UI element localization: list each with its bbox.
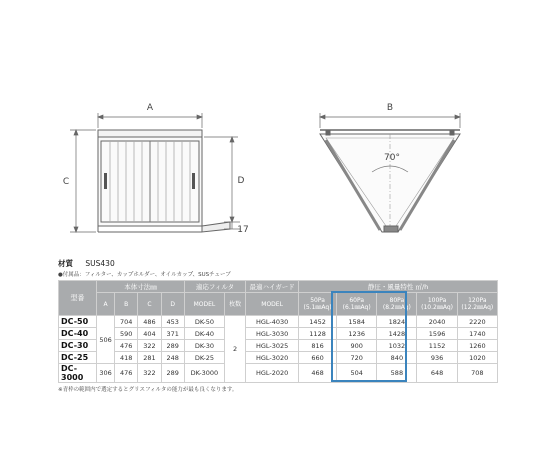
- table-row: DC-25 418 281 248 DK-25 HGL-3020 660 720 840 936 1020: [59, 352, 498, 364]
- header-100pa: 100Pa (10.2㎜Aq): [417, 293, 457, 316]
- header-filter: 適応フィルタ: [184, 281, 245, 293]
- header-filter-qty: 枚数: [225, 293, 246, 316]
- header-80pa: 80Pa (8.2㎜Aq): [377, 293, 417, 316]
- footnote: ※青枠の範囲内で選定するとグリスフィルタの能力が最も良くなります。: [58, 387, 238, 393]
- angle-label: 70°: [384, 153, 400, 163]
- dimension-a-label: A: [146, 103, 154, 113]
- header-dimensions: 本体寸法㎜: [97, 281, 185, 293]
- front-view: [98, 130, 230, 232]
- dimension-c-label: C: [62, 177, 70, 187]
- material-line: [58, 258, 115, 269]
- header-d: D: [161, 293, 184, 316]
- spec-table: [58, 280, 498, 383]
- header-c: C: [138, 293, 161, 316]
- header-airflow: 静圧・風量特性 ㎥/h: [299, 281, 498, 293]
- header-grease-model: MODEL: [246, 293, 299, 316]
- material-value: SUS430: [85, 259, 115, 268]
- dimension-b-label: B: [386, 103, 394, 113]
- material-key: 材質: [58, 259, 73, 268]
- merged-a-value: 506: [97, 316, 115, 364]
- header-a: A: [97, 293, 115, 316]
- header-model: 型番: [59, 281, 97, 316]
- header-50pa: 50Pa (5.1㎜Aq): [299, 293, 337, 316]
- dimension-d-label: D: [237, 176, 245, 186]
- header-b: B: [115, 293, 138, 316]
- table-row: DC-40 590 404 371 DK-40 HGL-3030 1128 1236 1428 1596 1740: [59, 328, 498, 340]
- header-filter-model: MODEL: [184, 293, 224, 316]
- table-row: DC-30 476 322 289 DK-30 HGL-3025 816 900 1032 1152 1260: [59, 340, 498, 352]
- header-grease: 最適ハイガード: [246, 281, 299, 293]
- offset-17-label: 17: [237, 225, 249, 235]
- header-120pa: 120Pa (12.2㎜Aq): [457, 293, 497, 316]
- merged-qty-value: 2: [225, 316, 246, 383]
- accessories-note: ●付属品：フィルター、カップホルダー、オイルカップ、SUSチューブ: [58, 272, 231, 278]
- table-row: DC-3000 306 476 322 289 DK-3000 HGL-2020 468 504 588 648 708: [59, 364, 498, 383]
- side-view: [320, 130, 460, 232]
- header-60pa: 60Pa (6.1㎜Aq): [337, 293, 377, 316]
- table-row: DC-50 506 704 486 453 DK-50 2 HGL-4030 1452 1584 1824 2040 2220: [59, 316, 498, 328]
